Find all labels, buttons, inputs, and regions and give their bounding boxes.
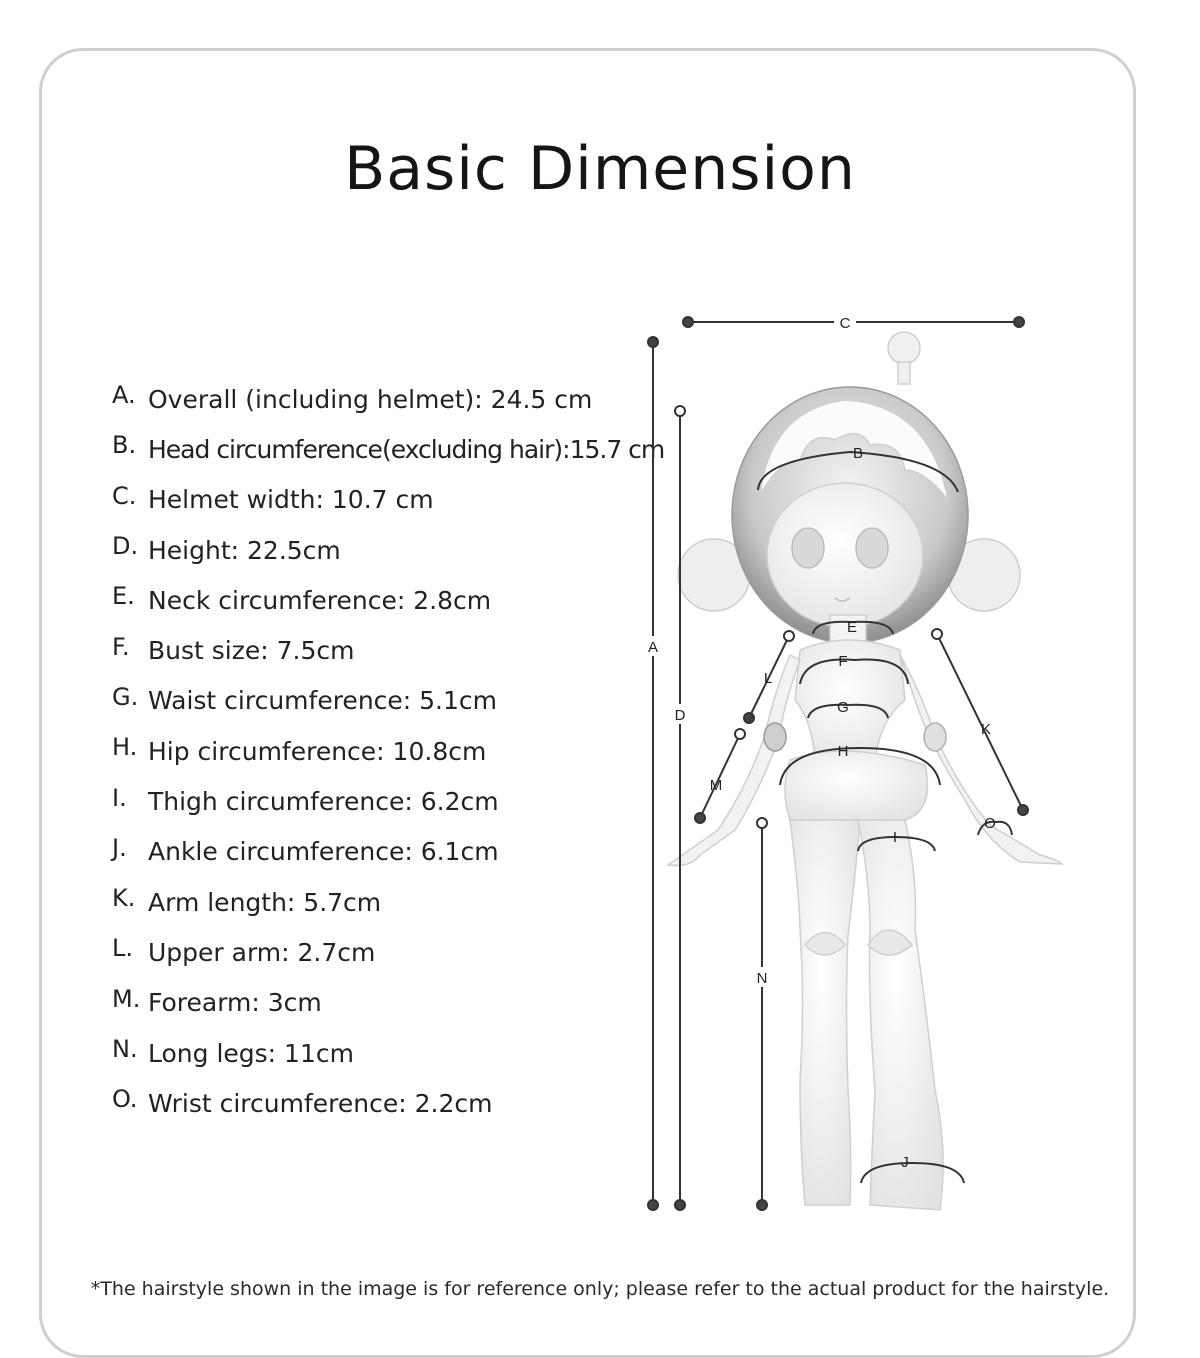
label-n: N bbox=[756, 970, 768, 987]
dimension-text: Thigh circumference: 6.2cm bbox=[148, 787, 499, 817]
dimension-letter: M. bbox=[112, 984, 141, 1013]
dimension-letter: O. bbox=[112, 1085, 138, 1114]
label-e: E bbox=[846, 619, 858, 636]
label-a: A bbox=[647, 639, 659, 656]
label-i: I bbox=[892, 829, 898, 846]
dimension-text: Neck circumference: 2.8cm bbox=[148, 585, 492, 615]
dimension-item-f bbox=[112, 625, 664, 675]
dimension-item-i bbox=[112, 776, 664, 826]
dimension-text: Ankle circumference: 6.1cm bbox=[148, 837, 499, 867]
label-m: M bbox=[709, 777, 723, 794]
dimension-letter: L. bbox=[112, 934, 133, 963]
dimension-item-n bbox=[112, 1028, 664, 1078]
label-j: J bbox=[901, 1154, 909, 1171]
dimension-item-e bbox=[112, 575, 664, 625]
dimension-text: Hip circumference: 10.8cm bbox=[148, 736, 487, 766]
dimension-letter: J. bbox=[112, 833, 127, 862]
dimension-letter: C. bbox=[112, 481, 137, 510]
dimension-item-k bbox=[112, 877, 664, 927]
dimension-item-a bbox=[112, 374, 664, 424]
dimension-letter: B. bbox=[112, 431, 137, 460]
dimension-item-m bbox=[112, 978, 664, 1028]
dimension-text: Bust size: 7.5cm bbox=[148, 636, 355, 666]
dimension-text: Forearm: 3cm bbox=[148, 988, 322, 1018]
dimension-text: Overall (including helmet): 24.5 cm bbox=[148, 384, 593, 414]
dimension-letter: H. bbox=[112, 733, 138, 762]
label-g: G bbox=[837, 699, 849, 716]
dimension-letter: E. bbox=[112, 582, 135, 611]
dimension-item-c bbox=[112, 475, 664, 525]
dimension-item-h bbox=[112, 726, 664, 776]
dimension-text: Helmet width: 10.7 cm bbox=[148, 485, 434, 515]
label-f: F bbox=[838, 653, 848, 670]
label-l: L bbox=[763, 670, 773, 687]
label-c: C bbox=[839, 315, 851, 332]
doll-dimension-diagram bbox=[620, 300, 1080, 1220]
dimension-letter: I. bbox=[112, 783, 127, 812]
dimension-letter: N. bbox=[112, 1035, 138, 1063]
label-k: K bbox=[980, 721, 992, 738]
dimension-item-g bbox=[112, 676, 664, 726]
dimension-letter: K. bbox=[112, 884, 136, 913]
dimension-text: Arm length: 5.7cm bbox=[148, 887, 382, 917]
page-title: Basic Dimension bbox=[344, 134, 856, 204]
label-h: H bbox=[837, 743, 849, 760]
dimension-text: Wrist circumference: 2.2cm bbox=[148, 1088, 493, 1118]
dimension-text: Head circumference(excluding hair):15.7 cm bbox=[148, 434, 665, 464]
dimension-letter: G. bbox=[112, 682, 139, 711]
dimension-item-j bbox=[112, 827, 664, 877]
label-o: O bbox=[984, 815, 996, 832]
hairstyle-disclaimer: *The hairstyle shown in the image is for reference only; please refer to the actual product for the hairstyle. bbox=[90, 1278, 1110, 1300]
dimension-letter: A. bbox=[112, 381, 136, 410]
dimension-letter: D. bbox=[112, 532, 139, 561]
dimension-list bbox=[112, 374, 664, 1128]
dimension-item-d bbox=[112, 525, 664, 575]
label-b: B bbox=[852, 445, 864, 462]
dimension-text: Waist circumference: 5.1cm bbox=[148, 686, 498, 716]
label-d: D bbox=[674, 707, 686, 724]
dimension-text: Height: 22.5cm bbox=[148, 535, 341, 565]
dimension-letter: F. bbox=[112, 632, 130, 661]
dimension-text: Long legs: 11cm bbox=[148, 1038, 354, 1068]
dimension-item-l bbox=[112, 927, 664, 977]
dimension-text: Upper arm: 2.7cm bbox=[148, 937, 376, 967]
dimension-item-b bbox=[112, 424, 664, 474]
dimension-item-o bbox=[112, 1078, 664, 1128]
